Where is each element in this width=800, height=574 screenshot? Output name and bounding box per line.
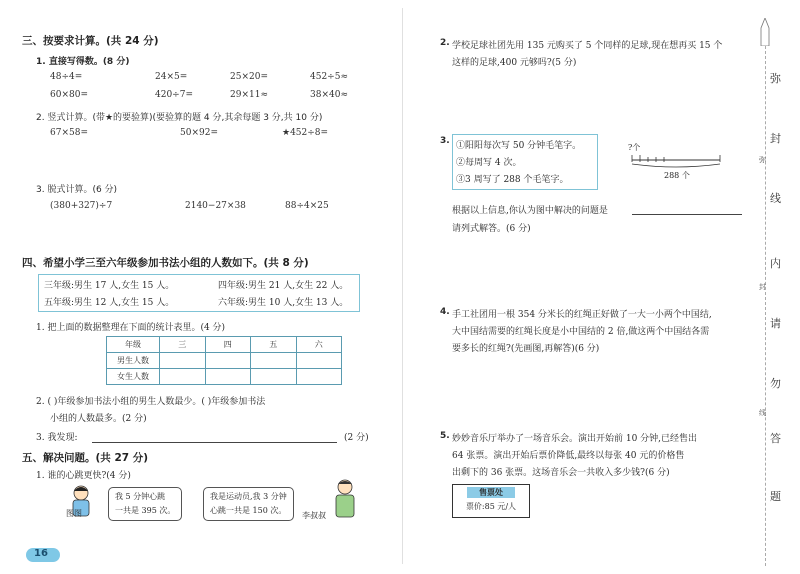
q3-line1: 根据以上信息,你认为图中解决的问题是 <box>452 206 608 216</box>
binding-char: 线 <box>770 192 781 205</box>
info-item: ②每周写 4 次。 <box>456 158 522 168</box>
answer-cell[interactable] <box>251 353 297 369</box>
calc-item: 29×11≈ <box>230 90 268 100</box>
binding-small-char: 封 <box>759 283 766 291</box>
calc-item: (380+327)÷7 <box>50 201 113 211</box>
q5-line3: 出剩下的 36 张票。这场音乐会一共收入多少钱?(6 分) <box>452 468 670 478</box>
grade-info: 五年级:男生 12 人,女生 15 人。 <box>44 298 175 308</box>
calc-item: 38×40≈ <box>310 90 348 100</box>
q3-3-label: 3. 脱式计算。(6 分) <box>36 185 118 195</box>
calc-item: 420÷7= <box>155 90 193 100</box>
ticket-sign-title: 售票处 <box>467 487 515 498</box>
bubble-line: 我 5 分钟心跳 <box>115 492 166 501</box>
calc-item: ★452÷8= <box>282 128 329 138</box>
q4-line1: 手工社团用一根 354 分米长的红绳正好做了一大一小两个中国结, <box>452 310 712 320</box>
binding-small-char: 弥 <box>759 156 766 164</box>
answer-cell[interactable] <box>296 353 342 369</box>
table-header-cell: 四 <box>205 337 251 353</box>
q5-label: 5. <box>440 431 450 441</box>
line-segment-diagram <box>628 150 724 170</box>
calc-item: 24×5= <box>155 72 188 82</box>
q3-2-label: 2. 竖式计算。(带★的要验算)(要验算的题 4 分,其余每题 3 分,共 10 分) <box>36 113 323 123</box>
section-5-title: 五、解决问题。(共 27 分) <box>22 452 149 464</box>
table-header-cell: 六 <box>296 337 342 353</box>
q4-2-line1: 2. ( )年级参加书法小组的男生人数最少。( )年级参加书法 <box>36 397 266 407</box>
q4-3-score: (2 分) <box>344 433 369 443</box>
diagram-total-label: 288 个 <box>664 171 690 180</box>
q2-line1: 学校足球社团先用 135 元购买了 5 个同样的足球,现在想再买 15 个 <box>452 41 723 51</box>
bubble-line: 我是运动员,我 3 分钟 <box>210 492 287 501</box>
binding-char: 封 <box>770 132 781 145</box>
answer-line[interactable] <box>632 214 742 215</box>
kid-name: 图图 <box>66 509 82 518</box>
calc-item: 50×92= <box>180 128 218 138</box>
grade-info: 四年级:男生 21 人,女生 22 人。 <box>218 281 349 291</box>
q4-3-label: 3. 我发现: <box>36 433 78 443</box>
ticket-price: 票价:85 元/人 <box>465 502 517 511</box>
grade-info: 六年级:男生 10 人,女生 13 人。 <box>218 298 349 308</box>
pencil-tip-icon <box>760 18 770 46</box>
speech-bubble-2 <box>203 487 294 521</box>
answer-cell[interactable] <box>160 353 206 369</box>
table-header-cell: 三 <box>160 337 206 353</box>
bubble-line: 心跳一共是 150 次。 <box>210 506 287 515</box>
binding-char: 内 <box>770 257 781 270</box>
answer-line[interactable] <box>92 442 337 443</box>
speech-bubble-1 <box>108 487 182 521</box>
binding-char: 题 <box>770 490 781 503</box>
binding-char: 弥 <box>770 72 781 85</box>
binding-small-char: 线 <box>759 409 766 417</box>
calc-item: 60×80= <box>50 90 88 100</box>
q5-1-label: 1. 谁的心跳更快?(4 分) <box>36 471 131 481</box>
answer-cell[interactable] <box>160 369 206 385</box>
page-number: 16 <box>34 548 48 559</box>
answer-cell[interactable] <box>251 369 297 385</box>
q4-1-label: 1. 把上面的数据整理在下面的统计表里。(4 分) <box>36 323 226 333</box>
page-divider <box>402 8 403 564</box>
q4-label: 4. <box>440 307 450 317</box>
info-item: ③3 周写了 288 个毛笔字。 <box>456 175 569 185</box>
table-header-cell: 五 <box>251 337 297 353</box>
q5-line1: 妙妙音乐厅举办了一场音乐会。演出开始前 10 分钟,已经售出 <box>452 434 698 444</box>
section-3-title: 三、按要求计算。(共 24 分) <box>22 35 159 47</box>
q4-line3: 要多长的红绳?(先画图,再解答)(6 分) <box>452 344 600 354</box>
q4-line2: 大中国结需要的红绳长度是小中国结的 2 倍,做这两个中国结各需 <box>452 327 710 337</box>
uncle-figure-icon <box>330 478 360 522</box>
info-item: ①阳阳每次写 50 分钟毛笔字。 <box>456 141 582 151</box>
answer-cell[interactable] <box>205 353 251 369</box>
uncle-name: 李叔叔 <box>302 511 326 520</box>
q3-1-label: 1. 直接写得数。(8 分) <box>36 57 130 67</box>
calc-item: 67×58= <box>50 128 88 138</box>
section-4-title: 四、希望小学三至六年级参加书法小组的人数如下。(共 8 分) <box>22 257 309 269</box>
table-row <box>107 353 342 369</box>
calc-item: 88÷4×25 <box>285 201 329 211</box>
ticket-sign <box>452 484 530 518</box>
binding-dash-line <box>765 46 766 566</box>
answer-cell[interactable] <box>296 369 342 385</box>
calc-item: 25×20= <box>230 72 268 82</box>
q2-line2: 这样的足球,400 元够吗?(5 分) <box>452 58 577 68</box>
table-row <box>107 369 342 385</box>
row-label: 女生人数 <box>107 369 160 385</box>
binding-char: 请 <box>770 317 781 330</box>
calc-item: 452÷5≈ <box>310 72 348 82</box>
table-header-cell: 年级 <box>107 337 160 353</box>
q5-line2: 64 张票。演出开始后票价降低,最终以每张 40 元的价格售 <box>452 451 685 461</box>
binding-char: 勿 <box>770 377 781 390</box>
row-label: 男生人数 <box>107 353 160 369</box>
q2-label: 2. <box>440 38 450 48</box>
q3-line2: 请列式解答。(6 分) <box>452 224 531 234</box>
answer-cell[interactable] <box>205 369 251 385</box>
diagram-unknown-label: ?个 <box>628 143 641 152</box>
binding-char: 答 <box>770 432 781 445</box>
q4-2-line2: 小组的人数最多。(2 分) <box>50 414 147 424</box>
grade-info: 三年级:男生 17 人,女生 15 人。 <box>44 281 175 291</box>
calc-item: 2140−27×38 <box>185 201 246 211</box>
table-header-row <box>107 337 342 353</box>
q3-label: 3. <box>440 136 450 146</box>
bubble-line: 一共是 395 次。 <box>115 506 176 515</box>
calc-item: 48÷4= <box>50 72 83 82</box>
stats-table <box>106 336 342 385</box>
